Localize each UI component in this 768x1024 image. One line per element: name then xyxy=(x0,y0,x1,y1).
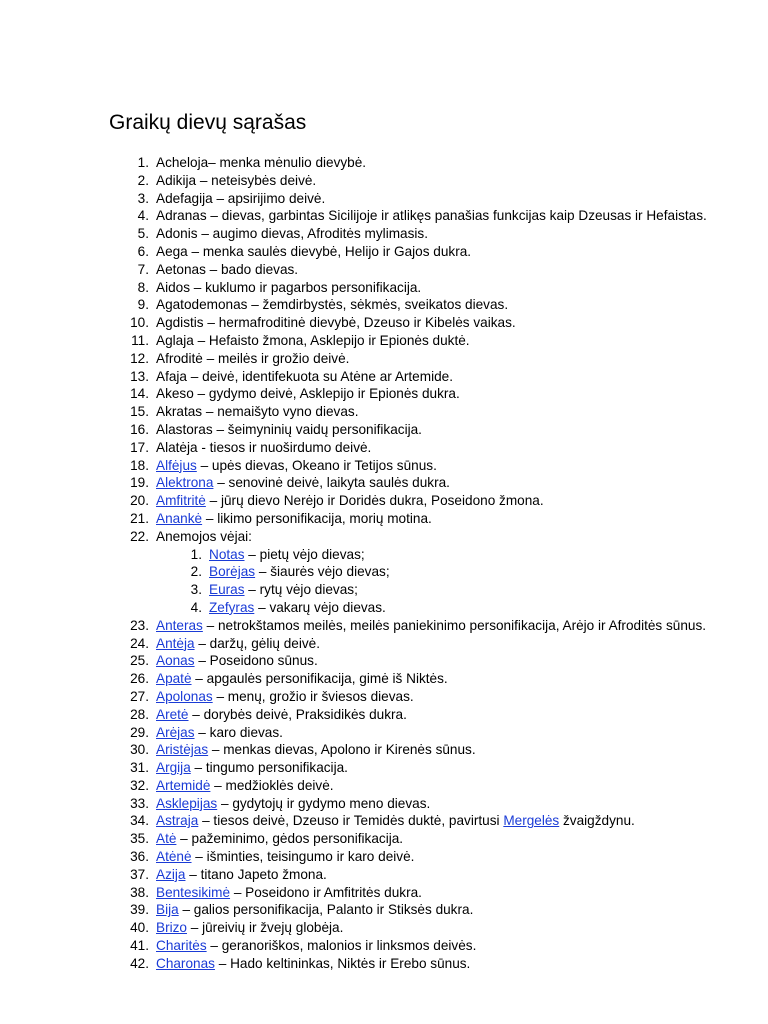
list-item-text: Afroditė – meilės ir grožio deivė. xyxy=(156,350,350,366)
link-aonas[interactable]: Aonas xyxy=(156,653,195,669)
list-item-text: – senovinė deivė, laikyta saulės dukra. xyxy=(213,475,450,491)
list-item-text: Afaja – deivė, identifekuota su Atėne ar Artemide. xyxy=(156,368,453,384)
list-item-body xyxy=(155,652,727,670)
list-item-text: Akratas – nemaišyto vyno dievas. xyxy=(156,404,359,420)
list-item-number: 29. xyxy=(130,724,149,740)
list-item-number: 34. xyxy=(130,813,149,829)
list-item-text: Alatėja - tiesos ir nuoširdumo deivė. xyxy=(156,439,372,455)
list-item-body xyxy=(155,937,727,955)
list-item-number: 9. xyxy=(137,297,149,313)
list-item-text: – daržų, gėlių deivė. xyxy=(194,635,320,651)
list-item-text: – menų, grožio ir šviesos dievas. xyxy=(212,688,414,704)
list-item-number: 15. xyxy=(130,404,149,420)
list-item-text: – Poseidono sūnus. xyxy=(194,653,318,669)
link-apate[interactable]: Apatė xyxy=(156,671,192,687)
link-arete[interactable]: Aretė xyxy=(156,706,189,722)
list-item-body xyxy=(155,670,727,688)
list-item-body xyxy=(155,474,727,492)
link-bentesikime[interactable]: Bentesikimė xyxy=(156,884,231,900)
list-item xyxy=(107,528,727,617)
list-item-number: 33. xyxy=(130,795,149,811)
list-item-text: – tingumo personifikacija. xyxy=(190,760,348,776)
link-artemide[interactable]: Artemidė xyxy=(156,777,211,793)
list-item-body xyxy=(155,795,727,813)
list-item-text: – išminties, teisingumo ir karo deivė. xyxy=(191,849,415,865)
link-anteras[interactable]: Anteras xyxy=(156,617,203,633)
list-item-body xyxy=(155,350,727,368)
list-item-body xyxy=(155,190,727,208)
link-astraja[interactable]: Astraja xyxy=(156,813,199,829)
link-amfitrite[interactable]: Amfitritė xyxy=(156,493,206,509)
list-item-number: 30. xyxy=(130,742,149,758)
list-item-body xyxy=(155,332,727,350)
list-item-body xyxy=(155,492,727,510)
list-item xyxy=(107,154,727,172)
list-item xyxy=(107,457,727,475)
list-item xyxy=(107,385,727,403)
list-item-number: 38. xyxy=(130,884,149,900)
list-item-text: – karo dievas. xyxy=(194,724,283,740)
list-item-text: – netrokštamos meilės, meilės paniekinimo personifikacija, Arėjo ir Afroditės sūnus. xyxy=(202,617,707,633)
list-item xyxy=(107,937,727,955)
link-borejas[interactable]: Borėjas xyxy=(209,564,256,580)
link-atene[interactable]: Atėnė xyxy=(156,849,192,865)
list-item-text: Agatodemonas – žemdirbystės, sėkmės, sveikatos dievas. xyxy=(156,297,509,313)
list-item-number: 22. xyxy=(130,528,149,544)
list-item xyxy=(107,795,727,813)
list-item-text: Agdistis – hermafroditinė dievybė, Dzeuso ir Kibelės vaikas. xyxy=(156,315,516,331)
sublist-item xyxy=(156,599,727,617)
list-item-number: 31. xyxy=(130,760,149,776)
page-title: Graikų dievų sąrašas xyxy=(109,111,307,134)
list-item-text: Adranas – dievas, garbintas Sicilijoje ir atlikęs panašias funkcijas kaip Dzeusas ir Hefaistas. xyxy=(156,208,707,224)
sublist-item-number: 4. xyxy=(190,599,202,615)
list-item-text: – pažeminimo, gėdos personifikacija. xyxy=(176,831,404,847)
list-item xyxy=(107,439,727,457)
list-item-body xyxy=(155,919,727,937)
list-item xyxy=(107,919,727,937)
link-brizo[interactable]: Brizo xyxy=(156,920,187,936)
sublist-item-text: – šiaurės vėjo dievas; xyxy=(255,564,390,580)
list-item-text: – likimo personifikacija, morių motina. xyxy=(202,510,432,526)
list-item xyxy=(107,172,727,190)
list-item-body xyxy=(155,403,727,421)
list-item xyxy=(107,741,727,759)
list-item-body xyxy=(155,385,727,403)
list-item xyxy=(107,261,727,279)
list-item-text: Aidos – kuklumo ir pagarbos personifikacija. xyxy=(156,279,422,295)
list-item-text: Adonis – augimo dievas, Afroditės mylimasis. xyxy=(156,226,428,242)
sublist-item-number: 1. xyxy=(190,546,202,562)
list-item-number: 21. xyxy=(130,510,149,526)
list-item xyxy=(107,777,727,795)
list-item-number: 41. xyxy=(130,938,149,954)
list-item xyxy=(107,884,727,902)
list-item-body xyxy=(155,243,727,261)
list-item-body xyxy=(155,901,727,919)
list-item xyxy=(107,670,727,688)
list-item-text: – gydytojų ir gydymo meno dievas. xyxy=(217,795,431,811)
list-item-number: 25. xyxy=(130,653,149,669)
list-item-number: 40. xyxy=(130,920,149,936)
list-item-body xyxy=(155,688,727,706)
list-item-body xyxy=(155,439,727,457)
list-item-number: 16. xyxy=(130,421,149,437)
list-item-body xyxy=(155,777,727,795)
list-item-number: 1. xyxy=(137,155,149,170)
list-item xyxy=(107,688,727,706)
list-item xyxy=(107,296,727,314)
link-alektrona[interactable]: Alektrona xyxy=(156,475,214,491)
link-apolonas[interactable]: Apolonas xyxy=(156,688,213,704)
list-item-body xyxy=(155,296,727,314)
list-item-body xyxy=(155,457,727,475)
list-item-text: Aetonas – bado dievas. xyxy=(156,261,299,277)
list-item-body xyxy=(155,848,727,866)
list-item-number: 10. xyxy=(130,315,149,331)
list-item xyxy=(107,314,727,332)
list-item-number: 37. xyxy=(130,866,149,882)
sublist-item xyxy=(156,563,727,581)
list-item-text: – apgaulės personifikacija, gimė iš Niktės. xyxy=(191,671,448,687)
link-argija[interactable]: Argija xyxy=(156,760,191,776)
list-item-text: Adikija – neteisybės deivė. xyxy=(156,172,317,188)
list-item-body xyxy=(155,314,727,332)
list-item-text: – jūrų dievo Nerėjo ir Doridės dukra, Poseidono žmona. xyxy=(205,493,544,509)
sublist-item-body xyxy=(202,581,727,599)
link-notas[interactable]: Notas xyxy=(209,546,245,562)
sublist-item xyxy=(156,581,727,599)
list-item-number: 23. xyxy=(130,617,149,633)
list-item xyxy=(107,635,727,653)
list-item-body xyxy=(155,741,727,759)
list-item-number: 24. xyxy=(130,635,149,651)
list-item xyxy=(107,652,727,670)
list-item xyxy=(107,492,727,510)
list-item-body xyxy=(155,225,727,243)
list-item xyxy=(107,901,727,919)
list-item-body xyxy=(155,510,727,528)
list-item-text: – tiesos deivė, Dzeuso ir Temidės duktė, pavirtusi xyxy=(198,813,504,829)
link-bija[interactable]: Bija xyxy=(156,902,179,918)
list-item-text: Akeso – gydymo deivė, Asklepijo ir Epionės dukra. xyxy=(156,386,460,402)
list-item-number: 14. xyxy=(130,386,149,402)
list-item-text: Aega – menka saulės dievybė, Helijo ir Gajos dukra. xyxy=(156,243,472,259)
list-item-text: Adefagija – apsirijimo deivė. xyxy=(156,190,326,206)
list-item-text: Alastoras – šeimyninių vaidų personifikacija. xyxy=(156,421,422,437)
list-item-body xyxy=(155,955,727,973)
list-item xyxy=(107,617,727,635)
sublist-item-number: 3. xyxy=(190,582,202,598)
link-alfejus[interactable]: Alfėjus xyxy=(156,457,197,473)
list-item-text: Aglaja – Hefaisto žmona, Asklepijo ir Epionės duktė. xyxy=(156,332,470,348)
list-item xyxy=(107,759,727,777)
list-item-number: 6. xyxy=(137,243,149,259)
list-item-body xyxy=(155,528,727,617)
list-item xyxy=(107,190,727,208)
list-item-body xyxy=(155,421,727,439)
list-item-text: Acheloja– menka mėnulio dievybė. xyxy=(156,155,367,170)
list-item-text: – Hado keltininkas, Niktės ir Erebo sūnus. xyxy=(214,955,471,971)
list-item-text: – geranoriškos, malonios ir linksmos deivės. xyxy=(206,938,477,954)
list-item-body xyxy=(155,884,727,902)
list-item-text: – Poseidono ir Amfitritės dukra. xyxy=(230,884,422,900)
link-euras[interactable]: Euras xyxy=(209,582,245,598)
list-item-body xyxy=(155,279,727,297)
list-item-number: 18. xyxy=(130,457,149,473)
list-item xyxy=(107,421,727,439)
list-item-number: 42. xyxy=(130,955,149,971)
sublist-item-body xyxy=(202,546,727,564)
list-item xyxy=(107,403,727,421)
list-item-text: – menkas dievas, Apolono ir Kirenės sūnus. xyxy=(208,742,476,758)
link-ananke[interactable]: Anankė xyxy=(156,510,203,526)
list-item-body xyxy=(155,207,727,225)
list-item-body xyxy=(155,706,727,724)
list-item-text: – titano Japeto žmona. xyxy=(185,866,327,882)
list-item-number: 3. xyxy=(137,190,149,206)
list-item-body xyxy=(155,759,727,777)
list-item xyxy=(107,830,727,848)
sublist-item xyxy=(156,546,727,564)
list-item-text: – galios personifikacija, Palanto ir Stiksės dukra. xyxy=(178,902,474,918)
list-item-number: 26. xyxy=(130,671,149,687)
list-item-text: Anemojos vėjai: xyxy=(156,528,252,544)
list-item-number: 19. xyxy=(130,475,149,491)
sublist-item-number: 2. xyxy=(190,564,202,580)
list-item-body xyxy=(155,866,727,884)
sublist-item-text: – vakarų vėjo dievas. xyxy=(254,599,386,615)
list-item xyxy=(107,955,727,973)
sublist-item-body xyxy=(202,599,727,617)
list-item-number: 27. xyxy=(130,688,149,704)
list-item-number: 35. xyxy=(130,831,149,847)
sublist-item-body xyxy=(202,563,727,581)
list-item xyxy=(107,510,727,528)
link-mergeles[interactable]: Mergelės xyxy=(503,813,560,829)
list-item-number: 20. xyxy=(130,493,149,509)
list-item xyxy=(107,225,727,243)
list-item xyxy=(107,368,727,386)
list-item-body xyxy=(155,830,727,848)
list-item-number: 39. xyxy=(130,902,149,918)
link-arejas[interactable]: Arėjas xyxy=(156,724,195,740)
list-item-number: 36. xyxy=(130,849,149,865)
list-item-body xyxy=(155,154,727,172)
link-asklepijas[interactable]: Asklepijas xyxy=(156,795,218,811)
list-item-text: žvaigždynu. xyxy=(559,813,635,829)
list-item-number: 32. xyxy=(130,777,149,793)
list-item-text: – dorybės deivė, Praksidikės dukra. xyxy=(188,706,407,722)
list-item-body xyxy=(155,812,727,830)
list-item-body xyxy=(155,368,727,386)
link-ate[interactable]: Atė xyxy=(156,831,177,847)
list-item-number: 28. xyxy=(130,706,149,722)
list-item-body xyxy=(155,617,727,635)
list-item xyxy=(107,350,727,368)
list-item-number: 7. xyxy=(137,261,149,277)
list-item xyxy=(107,848,727,866)
list-item xyxy=(107,724,727,742)
list-item-body xyxy=(155,172,727,190)
link-zefyras[interactable]: Zefyras xyxy=(209,599,255,615)
list-item-body xyxy=(155,261,727,279)
list-item-text: – upės dievas, Okeano ir Tetijos sūnus. xyxy=(196,457,437,473)
link-aristejas[interactable]: Aristėjas xyxy=(156,742,209,758)
list-item-number: 8. xyxy=(137,279,149,295)
list-item-body xyxy=(155,724,727,742)
link-anteja[interactable]: Antėja xyxy=(156,635,195,651)
list-item-number: 11. xyxy=(131,332,149,348)
list-item-number: 13. xyxy=(130,368,149,384)
list-item-number: 2. xyxy=(137,172,149,188)
list-item xyxy=(107,279,727,297)
list-item xyxy=(107,812,727,830)
gods-list xyxy=(107,154,727,973)
list-item xyxy=(107,243,727,261)
list-item-number: 5. xyxy=(137,226,149,242)
list-item-text: – jūreivių ir žvejų globėja. xyxy=(186,920,344,936)
list-item xyxy=(107,866,727,884)
winds-sublist xyxy=(156,546,727,617)
list-item xyxy=(107,207,727,225)
list-item-number: 17. xyxy=(130,439,149,455)
link-azija[interactable]: Azija xyxy=(156,866,186,882)
sublist-item-text: – pietų vėjo dievas; xyxy=(244,546,365,562)
list-item-text: – medžioklės deivė. xyxy=(210,777,334,793)
list-item xyxy=(107,474,727,492)
list-item-number: 12. xyxy=(130,350,149,366)
link-charonas[interactable]: Charonas xyxy=(156,955,215,971)
list-item xyxy=(107,706,727,724)
list-item-number: 4. xyxy=(137,208,149,224)
list-item-body xyxy=(155,635,727,653)
link-charites[interactable]: Charitės xyxy=(156,938,207,954)
sublist-item-text: – rytų vėjo dievas; xyxy=(244,582,358,598)
list-item xyxy=(107,332,727,350)
